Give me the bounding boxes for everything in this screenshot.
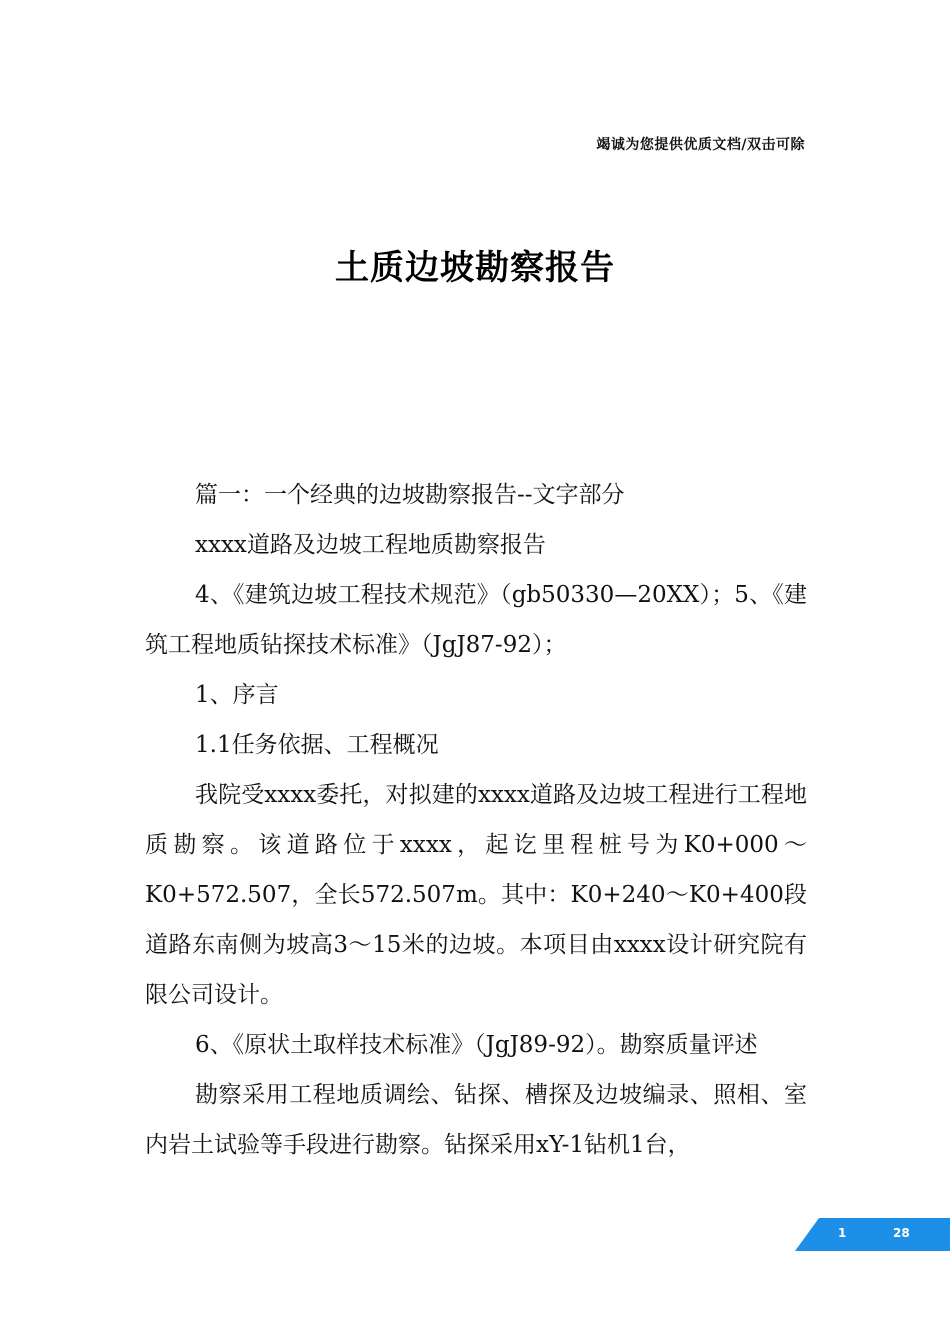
header-note: 竭诚为您提供优质文档/双击可除 bbox=[596, 137, 805, 153]
page-total: 28 bbox=[893, 1226, 910, 1240]
page-indicator-bar bbox=[795, 1218, 950, 1251]
page-number: 1 bbox=[838, 1226, 847, 1240]
paragraph: 4、《建筑边坡工程技术规范》（gb50330—20XX）；5、《建筑工程地质钻探技术标准》（JgJ87-92）； bbox=[145, 582, 807, 658]
document-title: 土质边坡勘察报告 bbox=[335, 248, 615, 288]
paragraph: xxxx道路及边坡工程地质勘察报告 bbox=[195, 532, 546, 558]
paragraph: 1.1任务依据、工程概况 bbox=[195, 732, 439, 758]
paragraph: 我院受xxxx委托，对拟建的xxxx道路及边坡工程进行工程地质勘察。该道路位于xxxx，起讫里程桩号为K0+000～K0+572.507，全长572.507m。其中：K0+240～K0+400段道路东南侧为坡高3～15米的边坡。本项目由xxxx设计研究院有限公司设计。 bbox=[145, 782, 807, 1008]
paragraph: 6、《原状土取样技术标准》（JgJ89-92）。勘察质量评述 bbox=[195, 1032, 758, 1058]
paragraph: 勘察采用工程地质调绘、钻探、槽探及边坡编录、照相、室内岩土试验等手段进行勘察。钻探采用xY-1钻机1台， bbox=[145, 1082, 807, 1158]
paragraph: 1、序言 bbox=[195, 682, 279, 708]
paragraph: 篇一：一个经典的边坡勘察报告--文字部分 bbox=[195, 482, 625, 508]
document-body bbox=[145, 470, 807, 1170]
